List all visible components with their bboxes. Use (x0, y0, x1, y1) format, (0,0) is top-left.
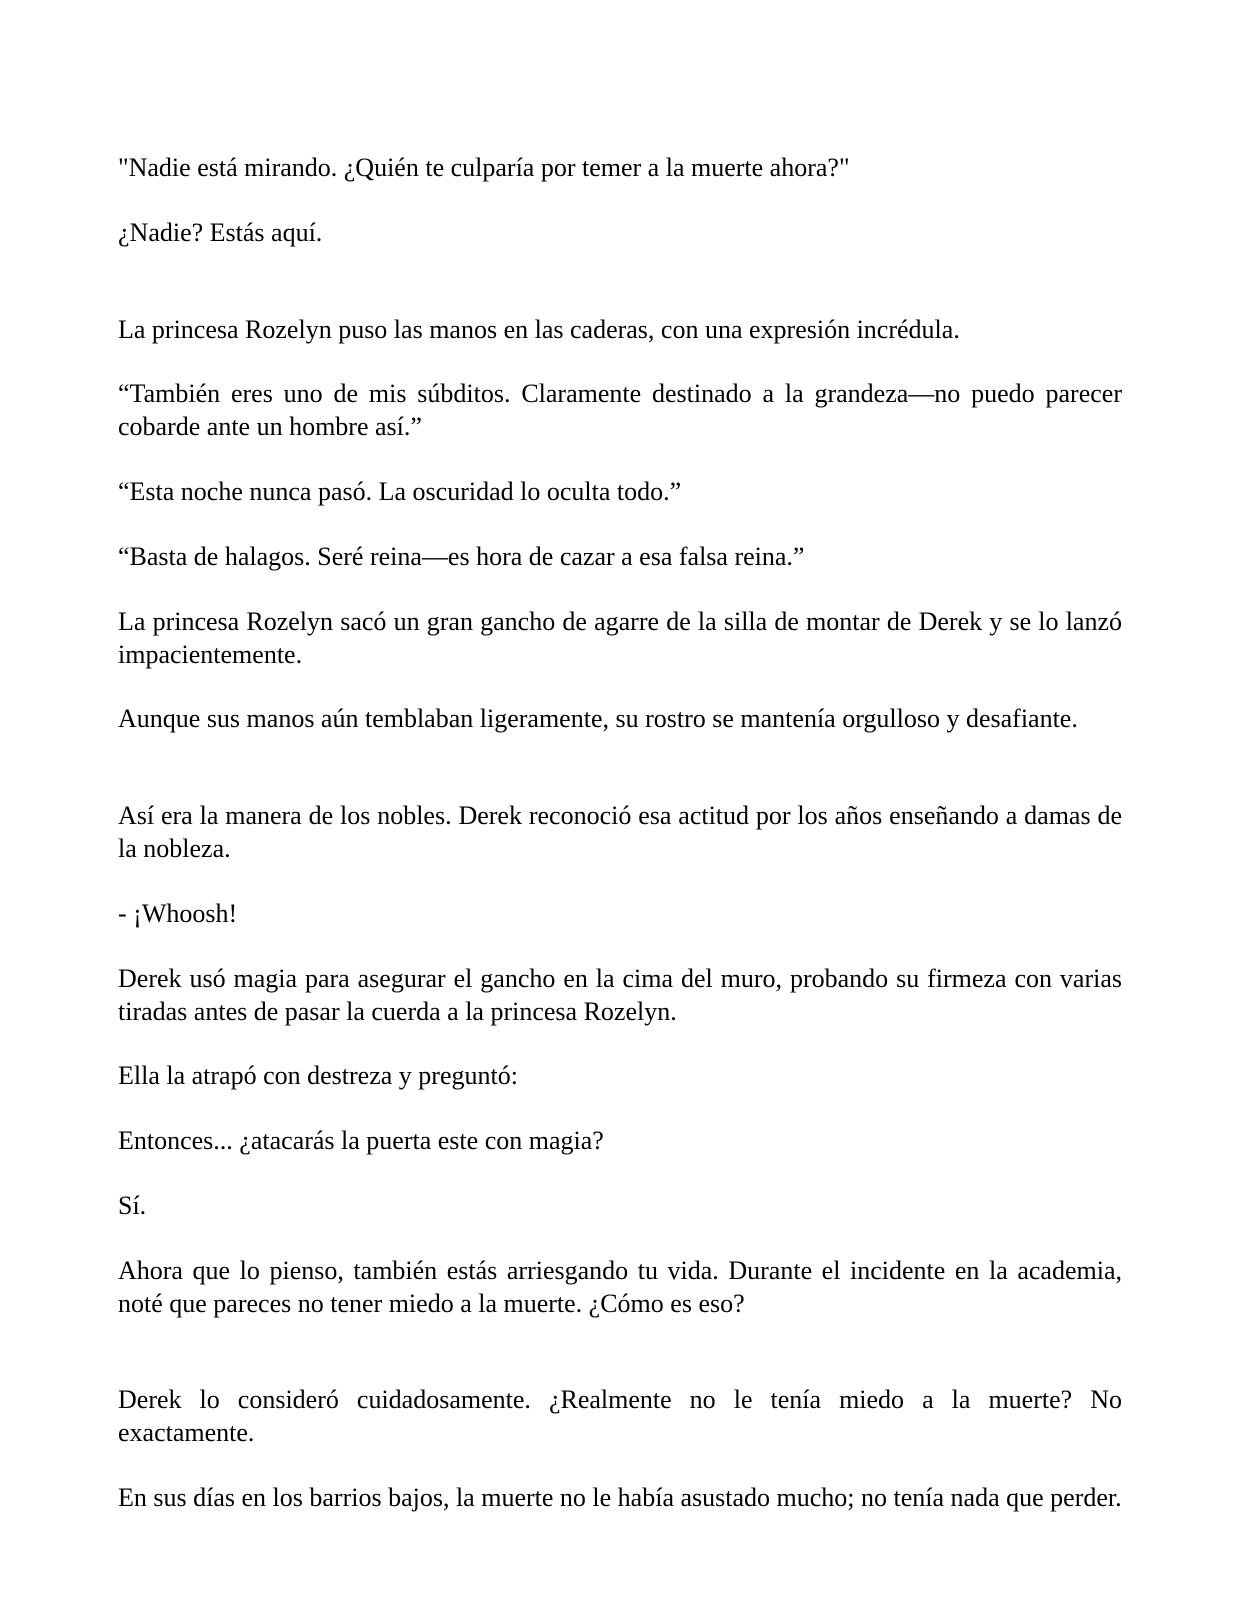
paragraph: La princesa Rozelyn sacó un gran gancho de agarre de la silla de montar de Derek y se lo lanzó impacientemente. (118, 607, 1122, 669)
paragraph: Aunque sus manos aún temblaban ligeramente, su rostro se mantenía orgulloso y desafiante. (118, 704, 1078, 733)
paragraph: Sí. (118, 1191, 147, 1220)
paragraph: Así era la manera de los nobles. Derek reconoció esa actitud por los años enseñando a damas de la nobleza. (118, 801, 1122, 863)
paragraph: “Esta noche nunca pasó. La oscuridad lo oculta todo.” (118, 477, 682, 506)
paragraph: Entonces... ¿atacarás la puerta este con magia? (118, 1126, 604, 1155)
paragraph: Ahora que lo pienso, también estás arriesgando tu vida. Durante el incidente en la academia, noté que pareces no tener miedo a la muerte. ¿Cómo es eso? (118, 1256, 1122, 1318)
paragraph: Derek usó magia para asegurar el gancho en la cima del muro, probando su firmeza con varias tiradas antes de pasar la cuerda a la princesa Rozelyn. (118, 964, 1122, 1026)
paragraph: Ella la atrapó con destreza y preguntó: (118, 1061, 518, 1090)
paragraph: La princesa Rozelyn puso las manos en las caderas, con una expresión incrédula. (118, 315, 960, 344)
paragraph: “Basta de halagos. Seré reina—es hora de cazar a esa falsa reina.” (118, 542, 805, 571)
paragraph: - ¡Whoosh! (118, 899, 238, 928)
paragraph: “También eres uno de mis súbditos. Claramente destinado a la grandeza—no puedo parecer cobarde ante un hombre así.” (118, 379, 1122, 441)
paragraph: En sus días en los barrios bajos, la muerte no le había asustado mucho; no tenía nada que perder. (118, 1483, 1122, 1512)
paragraph: "Nadie está mirando. ¿Quién te culparía por temer a la muerte ahora?" (118, 153, 850, 182)
paragraph: ¿Nadie? Estás aquí. (118, 218, 323, 247)
paragraph: Derek lo consideró cuidadosamente. ¿Realmente no le tenía miedo a la muerte? No exactamente. (118, 1385, 1122, 1447)
